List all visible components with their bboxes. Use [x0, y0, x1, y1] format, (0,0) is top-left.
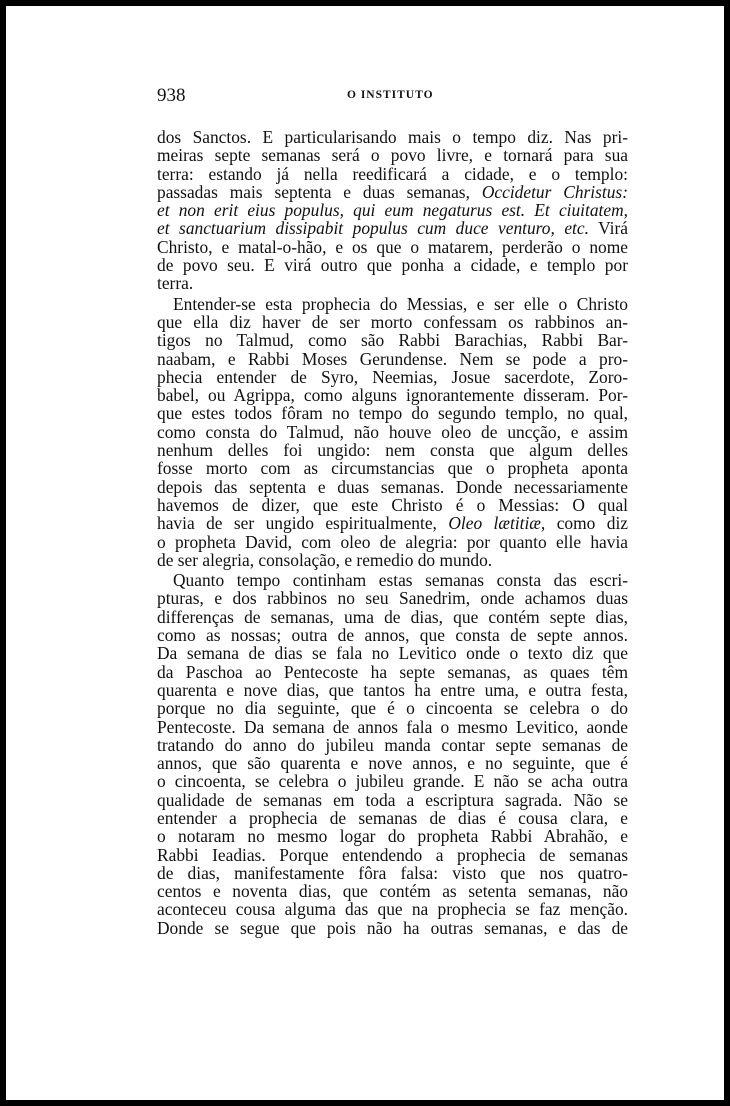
text-line: o propheta David, com oleo de alegria: por quanto elle havia	[157, 531, 628, 552]
text-line-latin: et non erit eius populus, qui eum negaturus est. Et ciuitatem,	[157, 200, 628, 221]
text-line: de povo seu. E virá outro que ponha a cidade, e templo por	[157, 255, 628, 276]
text-line: dos Sanctos. E particularisando mais o tempo diz. Nas pri-	[157, 127, 628, 147]
text-line: havemos de dizer, que este Christo é o Messias: O qual	[157, 494, 628, 515]
text-line	[157, 514, 628, 532]
text-line: Donde se segue que pois não ha outras semanas, e das de	[157, 917, 628, 938]
text-line: de ser alegria, consolação, e remedio do mundo.	[157, 549, 493, 570]
text-line: terra: estando já nella reedificará a cidade, e o templo:	[157, 163, 628, 184]
text-line: annos, que são quarenta e nove annos, e no seguinte, que é	[157, 753, 628, 774]
running-head: O INSTITUTO	[347, 89, 434, 101]
text-line: porque no dia seguinte, que é o cincoenta se celebra o do	[157, 698, 628, 719]
text-line: Rabbi Ieadias. Porque entendendo a prophecia de semanas	[157, 844, 628, 865]
text-line: da Paschoa ao Pentecoste ha septe semanas, as quaes têm	[157, 661, 628, 682]
body-text	[157, 128, 628, 937]
page-number: 938	[157, 85, 186, 106]
text-line	[157, 183, 628, 201]
text-line: pturas, e dos rabbinos no seu Sanedrim, onde achamos duas	[157, 588, 628, 609]
latin-quote: et sanctuarium dissipabit populus cum duce venturo, etc.	[157, 218, 589, 239]
text-line: meiras septe semanas será o povo livre, e tornará para sua	[157, 145, 628, 166]
page-header	[157, 85, 627, 109]
text-span: Virá	[598, 218, 628, 239]
page-border-bottom	[0, 1100, 730, 1106]
text-line: differenças de semanas, uma de dias, que contém septe dias,	[157, 606, 628, 627]
text-line: centos e noventa dias, que contém as setenta semanas, não	[157, 881, 628, 902]
text-line: o cincoenta, se celebra o jubileu grande. E não se acha outra	[157, 771, 628, 792]
text-line: tigos no Talmud, como são Rabbi Barachias, Rabbi Bar-	[157, 330, 628, 351]
text-line: aconteceu cousa alguma das que na prophecia se faz menção.	[157, 899, 628, 920]
paragraph-start-line: Entender-se esta prophecia do Messias, e ser elle o Christo	[173, 293, 628, 314]
text-line: naabam, e Rabbi Moses Gerundense. Nem se pode a pro-	[157, 348, 628, 369]
text-span: passadas mais septenta e duas semanas,	[157, 181, 470, 202]
page-border-top	[0, 0, 730, 6]
text-line: que ella diz haver de ser morto confessam os rabbinos an-	[157, 311, 628, 332]
text-line: phecia entender de Syro, Neemias, Josue sacerdote, Zoro-	[157, 366, 628, 387]
text-span: havia de ser ungido espiritualmente,	[157, 513, 437, 534]
text-line: quarenta e nove dias, que tantos ha entre uma, e outra festa,	[157, 679, 628, 700]
text-line: de dias, manifestamente fôra falsa: visto que nos quatro-	[157, 862, 628, 883]
page-border-right	[724, 0, 730, 1106]
text-line: Pentecoste. Da semana de annos fala o mesmo Levitico, aonde	[157, 716, 628, 737]
text-line: entender a prophecia de semanas de dias é cousa clara, e	[157, 807, 628, 828]
text-line: nenhum delles foi ungido: nem consta que algum delles	[157, 440, 628, 461]
text-line: o notaram no mesmo logar do propheta Rabbi Abrahão, e	[157, 826, 628, 847]
paragraph-start-line: Quanto tempo continham estas semanas consta das escri-	[173, 570, 628, 591]
text-line: Da semana de dias se fala no Levitico onde o texto diz que	[157, 643, 628, 664]
text-line: como consta do Talmud, não houve oleo de uncção, e assim	[157, 421, 628, 442]
text-line: tratando do anno do jubileu manda contar septe semanas de	[157, 734, 628, 755]
text-line: Christo, e matal-o-hão, e os que o matarem, perderão o nome	[157, 236, 628, 257]
page-border-left	[0, 0, 6, 1106]
text-line: fosse morto com as circumstancias que o propheta aponta	[157, 458, 628, 479]
text-line	[157, 219, 628, 237]
latin-quote: Occidetur Christus:	[481, 181, 628, 202]
text-line: terra.	[157, 273, 194, 294]
text-line: babel, ou Agrippa, como alguns ignorantemente disseram. Por-	[157, 385, 628, 406]
text-line: qualidade de semanas em toda a escriptura sagrada. Não se	[157, 789, 628, 810]
text-line: depois das septenta e duas semanas. Donde necessariamente	[157, 476, 628, 497]
latin-quote: Oleo lætitiæ,	[448, 513, 546, 534]
text-line: que estes todos fôram no tempo do segundo templo, no qual,	[157, 403, 628, 424]
text-span: como diz	[556, 513, 628, 534]
text-line: como as nossas; outra de annos, que consta de septe annos.	[157, 625, 628, 646]
